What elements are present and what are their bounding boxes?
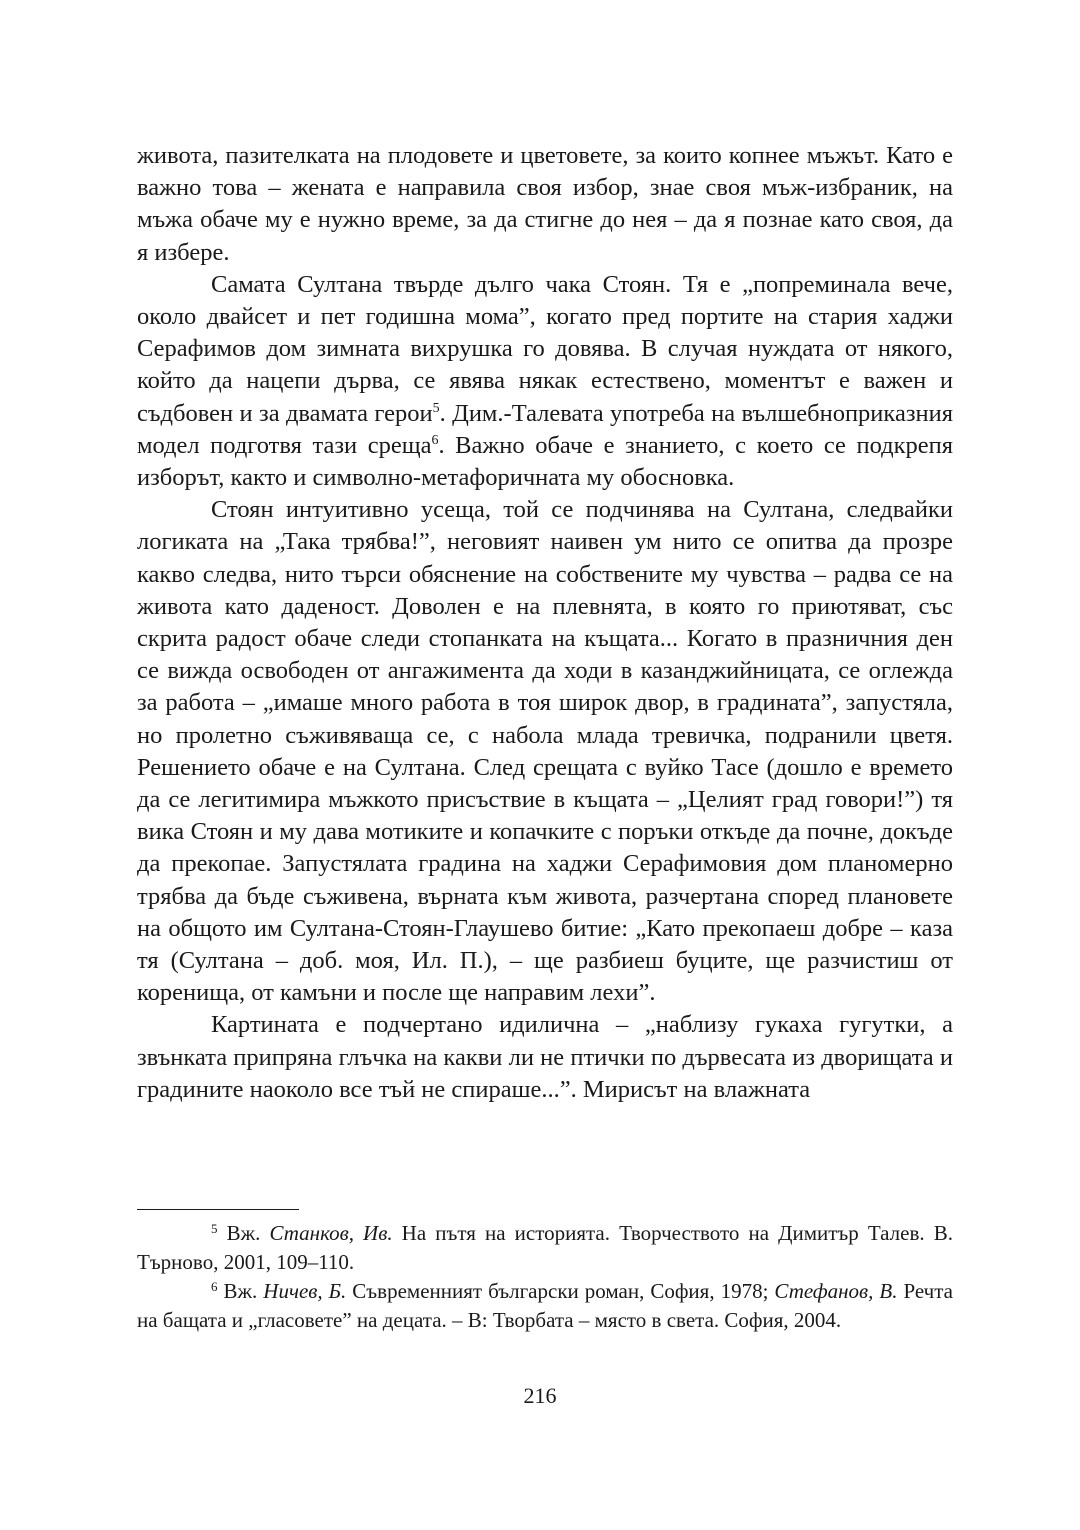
footnote-ref-5[interactable]: 5 xyxy=(432,400,440,416)
paragraph-text: . Важно обаче е знанието, с което се подкрепя изборът, както и символно-метафоричната му обосновка. xyxy=(137,431,954,492)
footnote-6 xyxy=(137,1277,953,1335)
footnote-text: Речта на бащата и „гласовете” на децата. – В: Творбата – място в света. София, 2004. xyxy=(137,1279,953,1332)
footnote-mark: 5 xyxy=(211,1221,218,1236)
footnote-mark: 6 xyxy=(211,1279,218,1294)
paragraph-text: Самата Султана твърде дълго чака Стоян. Тя е „попреминала вече, около двайсет и пет годишна мома”, когато пред портите на стария хаджи Серафимов дом зимната вихрушка го довява. В случая нуждата от някого, който да нацепи дърва, се явява някак естествено, моментът е важен и съдбовен и за двамата герои xyxy=(137,270,953,427)
paragraph-text: Стоян интуитивно усеща, той се подчинява на Султана, следвайки логиката на „Така трябва!”, неговият наивен ум нито се опитва да прозре какво следва, нито търси обяснение на собствените му чувства – радва се на живота като даденост. Доволен е на плевнята, в която го приютяват, със скрита радост обаче следи стопанката на къщата... Когато в празничния ден се вижда освободен от ангажимента да ходи в казанджийницата, се оглежда за работа – „имаше много работа в тоя широк двор, в градината”, запустяла, но пролетно съживяваща се, с набола млада тревичка, подранили цветя. Решението обаче е на Султана. След срещата с вуйко Тасе (дошло е времето да се легитимира мъжкото присъствие в къщата – „Целият град говори!”) тя вика Стоян и му дава мотиките и копачките с поръки откъде да почне, докъде да прекопае. Запустялата градина на хаджи Серафимовия дом планомерно трябва да бъде съживена, върната към живота, разчертана според плановете на общото им Султана-Стоян-Глаушево битие: „Като прекопаеш добре – каза тя (Султана – доб. моя, Ил. П.), – ще разбиеш буците, ще разчистиш от коренища, от камъни и после ще направим лехи”. xyxy=(137,496,953,1007)
paragraph-2 xyxy=(137,269,953,494)
footnote-ref-6[interactable]: 6 xyxy=(431,432,439,448)
page-content xyxy=(137,140,953,1106)
paragraph-text: Картината е подчертано идилична – „наблизу гукаха гугутки, а звънката припряна глъчка на какви ли не птички по дървесата из дворищата и градините наоколо все тъй не спираше...”. Мирисът на влажната xyxy=(137,1011,953,1103)
footnote-author: Стефанов, В. xyxy=(774,1279,898,1303)
footnote-5 xyxy=(137,1219,953,1277)
paragraph-1 xyxy=(137,140,953,269)
footnote-author: Станков, Ив. xyxy=(269,1221,393,1245)
footnote-text: Вж. xyxy=(217,1279,264,1303)
paragraph-4 xyxy=(137,1009,953,1106)
paragraph-text: . Дим.-Талевата употреба на вълшебноприказния модел подготвя тази среща xyxy=(137,399,953,459)
paragraph-3 xyxy=(137,494,953,1009)
footnote-text: На пътя на историята. Творчеството на Димитър Талев. В. Търново, 2001, 109–110. xyxy=(137,1221,953,1274)
footnote-text: Съвременният български роман, София, 1978; xyxy=(346,1279,775,1303)
footnote-author: Ничев, Б. xyxy=(263,1279,347,1303)
footnotes xyxy=(137,1219,953,1335)
body-text xyxy=(137,140,953,1106)
page-number: 216 xyxy=(523,1383,557,1408)
footnote-text: Вж. xyxy=(217,1221,270,1245)
paragraph-text: живота, пазителката на плодовете и цветовете, за които копнее мъжът. Като е важно това – жената е направила своя избор, знае своя мъж-избраник, на мъжа обаче му е нужно време, за да стигне до нея – да я познае като своя, да я избере. xyxy=(137,142,953,266)
footnote-separator xyxy=(137,1209,299,1210)
